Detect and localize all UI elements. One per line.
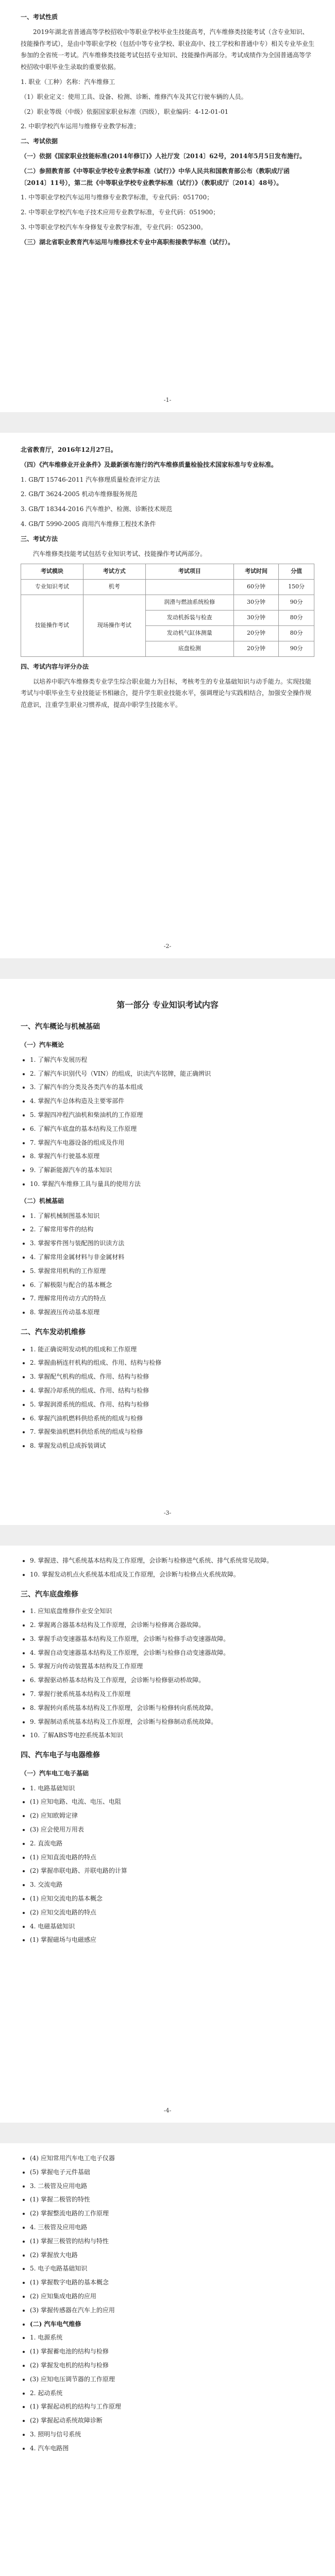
page-gap <box>0 412 335 433</box>
list <box>21 1344 314 1452</box>
subsection-heading: （一）汽车电工电子基础 <box>21 1769 89 1777</box>
list-item: • 4. 电磁基础知识 <box>30 1921 314 1933</box>
list-item: • 7. 掌握汽车电器设备的组成及作用 <box>30 1137 314 1149</box>
list <box>21 1210 314 1318</box>
list-item: • (1) 掌握磁场与电磁感应 <box>30 1934 314 1946</box>
list-item: • 2. 了解汽车识别代号（VIN）的组成，识读汽车铭牌，能正确辨识 <box>30 1068 314 1080</box>
page-gap <box>0 1525 335 1546</box>
list <box>21 1555 314 1581</box>
section-heading: 一、考试性质 <box>21 13 58 21</box>
list-item: • 6. 了解极限与配合的基本概念 <box>30 1279 314 1291</box>
list-item: • 6. 掌握驱动桥基本结构及工作原理，会诊断与检修驱动桥故障。 <box>30 1674 314 1686</box>
table-cell: 技能操作考试 <box>21 595 83 657</box>
paragraph: 2. 中等职业学校汽车电子技术应用专业教学标准，专业代码：051900； <box>21 209 220 216</box>
basis-heading: （四）《汽车维修业开业条件》及最新颁布施行的汽车维修质量检验技术国家标准与专业标准。 <box>21 461 278 468</box>
list-item: • 9. 掌握进、排气系统基本结构及工作原理，会诊断与检修进气系统、排气系统常见故障。 <box>30 1555 314 1567</box>
list <box>21 2153 314 2454</box>
table-cell: 20分钟 <box>233 625 278 641</box>
list-item: • 8. 掌握转向系统基本结构及工作原理，会诊断与检修转向系统故障。 <box>30 1702 314 1714</box>
paragraph: 1. GB/T 15746-2011 汽车修理质量检查评定方法 <box>21 476 160 483</box>
table-cell: 150分 <box>279 580 314 595</box>
table-cell: 发动机拆装与检查 <box>145 611 233 626</box>
page-number: -2- <box>163 943 172 950</box>
table-cell: 80分 <box>279 625 314 641</box>
paragraph: 2. 中职学校汽车运用与维修专业教学标准； <box>21 123 140 130</box>
part-title: 第一部分 专业知识考试内容 <box>116 1000 219 1010</box>
list-item: • (5) 掌握电子元件基础 <box>30 2166 314 2178</box>
table-cell: 专业知识考试 <box>21 580 83 595</box>
list-item: • (4) 应知常用汽车电工电子仪器 <box>30 2153 314 2164</box>
list-item: • 9. 掌握制动系统基本结构及工作原理，会诊断与检修制动系统故障。 <box>30 1716 314 1728</box>
list-item: • 10. 掌握汽车维修工具与量具的使用方法 <box>30 1178 314 1190</box>
table-cell: 机考 <box>83 580 145 595</box>
list-item: • 9. 了解新能源汽车的基本知识 <box>30 1164 314 1176</box>
list-item: • (2) 应知欧姆定律 <box>30 1810 314 1822</box>
list-item: • (1) 应知交流电的基本概念 <box>30 1893 314 1905</box>
list-item: • 6. 掌握汽油机燃料供给系统的组成与检修 <box>30 1413 314 1425</box>
paragraph: 2019年湖北省普通高等学校招收中等职业学校毕业生技能高考，汽车维修类技能考试（含专业知识、技能操作考试），是由中等职业学校（包括中等专业学校、职业高中、技工学校和普通中专）相关专业毕业生参加的全省统一考试。汽车维修类技能考试包括专业知识、技能操作两部分。考试成绩作为全国普通高等学校招收中职毕业生录取的重要依据。 <box>21 28 315 71</box>
table-cell: 90分 <box>279 595 314 611</box>
list-item: • 3. 掌握配气机构的组成、作用、结构与检修 <box>30 1371 314 1383</box>
list-item: • 5. 掌握常用机构的工作原理 <box>30 1265 314 1277</box>
list-item: • (1) 掌握数字电路的基本概念 <box>30 2277 314 2289</box>
section-heading: 三、汽车底盘维修 <box>21 1590 78 1599</box>
basis-heading: （一）依据《国家职业技能标准(2014年修订)》人社厅发〔2014〕62号，2014年5月5日发布施行。 <box>21 152 306 160</box>
list-item: • 1. 电路基础知识 <box>30 1783 314 1794</box>
list-item: • 3. 了解汽车的分类及各类汽车的基本组成 <box>30 1081 314 1093</box>
table-header: 考试时间 <box>233 564 278 580</box>
list-item: • 3. 交流电路 <box>30 1879 314 1891</box>
list-item: • 2. 直流电路 <box>30 1838 314 1850</box>
page-gap <box>0 958 335 979</box>
list-item: • (3) 应知电压调节器的工作原理 <box>30 2374 314 2385</box>
subsection-heading: （一）汽车概论 <box>21 1041 64 1048</box>
section-heading: 四、汽车电子与电器维修 <box>21 1751 100 1760</box>
table-cell: 30分钟 <box>233 611 278 626</box>
list-item: • 5. 掌握润滑系统的组成、作用、结构与检修 <box>30 1399 314 1411</box>
page-2 <box>0 433 335 958</box>
list-item: • 5. 掌握万向传动装置基本结构及工作原理 <box>30 1660 314 1672</box>
list-item: • (1) 应知电路、电流、电压、电阻 <box>30 1796 314 1808</box>
list-item: • (2) 掌握放大电路 <box>30 2249 314 2261</box>
basis-heading: （二）参照教育部《中等职业学校专业教学标准（试行）》中华人民共和国教育部公布（教职成厅函〔2014〕11号），第二批《中等职业学校专业教学标准（试行）》（教职成厅〔2014〕48号）。 <box>21 167 290 187</box>
list-item: • 10. 了解ABS等电控系统基本知识 <box>30 1730 314 1741</box>
table-row <box>21 595 314 611</box>
paragraph: 2. GB/T 3624-2005 机动车维修服务规范 <box>21 490 138 498</box>
list-item: • 2. 掌握离合器基本结构及工作原理，会诊断与检修离合器故障。 <box>30 1619 314 1631</box>
table-cell: 90分 <box>279 641 314 656</box>
page-gap <box>0 2123 335 2143</box>
list-item: • 2. 掌握曲柄连杆机构的组成、作用、结构与检修 <box>30 1357 314 1369</box>
list <box>21 1054 314 1190</box>
list-item: • (1) 掌握蓄电池的结构与检修 <box>30 2346 314 2358</box>
list-item: • 1. 应知底盘维修作业安全知识 <box>30 1605 314 1617</box>
list-item: • 4. 掌握自动变速器基本结构及工作原理，会诊断与检修自动变速器故障。 <box>30 1647 314 1659</box>
paragraph: （1）职业定义：使用工具、设备、检测、诊断、维修汽车及其它行驶车辆的人员。 <box>21 93 247 100</box>
list-item: • 4. 汽车电路图 <box>30 2443 314 2454</box>
list-item: • 1. 了解机械制图基本知识 <box>30 1210 314 1222</box>
list-item: • 3. 掌握零件图与装配图的识读方法 <box>30 1238 314 1249</box>
list-item: • (1) 掌握二极管的特性 <box>30 2194 314 2206</box>
list-item: • (2) 应知交流电路的特点 <box>30 1907 314 1919</box>
table-header: 考试模块 <box>21 564 83 580</box>
paragraph: 3. 中等职业学校汽车车身修复专业教学标准，专业代码：052300。 <box>21 223 207 231</box>
paragraph: 汽车维修类技能考试包括专业知识考试、技能操作考试两部分。 <box>33 550 207 557</box>
table-cell: 润滑与燃油系统检修 <box>145 595 233 611</box>
list-item: • (1) 应知直流电路的特点 <box>30 1852 314 1863</box>
section-heading: 二、考试依据 <box>21 138 58 145</box>
page-1 <box>0 0 335 412</box>
list-item: • 4. 掌握汽车总体构造及主要零部件 <box>30 1095 314 1107</box>
list-item: • 8. 掌握发动机总成拆装调试 <box>30 1440 314 1452</box>
page-5 <box>0 2143 335 2576</box>
list-item: • 3. 掌握手动变速器基本结构及工作原理，会诊断与检修手动变速器故障。 <box>30 1633 314 1645</box>
section-heading: 四、考试内容与评分办法 <box>21 663 89 670</box>
paragraph: 1. 中等职业学校汽车运用与维修专业教学标准，专业代码：051700； <box>21 194 213 201</box>
list-item: • 10. 掌握发动机点火系统基本组成及工作原理，会诊断与检修点火系统故障。 <box>30 1569 314 1581</box>
page-number: -4- <box>163 2107 172 2114</box>
list-item: • 7. 理解常用传动方式的特点 <box>30 1293 314 1304</box>
paragraph: （2）职业等级（中级）依据国家职业标准（四级），职业编码：4-12-01-01 <box>21 108 229 115</box>
table-header: 分值 <box>279 564 314 580</box>
list-item: • 1. 了解汽车发展历程 <box>30 1054 314 1066</box>
list <box>21 1605 314 1741</box>
section-heading: 三、考试方法 <box>21 535 58 543</box>
list-item: • 7. 掌握柴油机燃料供给系统的组成与检修 <box>30 1426 314 1438</box>
list-item: • 7. 掌握行驶系统基本结构及工作原理 <box>30 1688 314 1700</box>
paragraph: 以培养中职汽车维修类专业学生综合职业能力为目标，考核考生的专业基础知识与动手能力。实现技能考试与中职毕业生专业技能证书相融合，提升学生职业技能水平，强调理论与实践相结合，加强安全操作规范意识，注重学生职业习惯养成，提高中职学生技能水平。 <box>21 677 312 709</box>
list-item: • (2) 掌握发电机的结构与检修 <box>30 2360 314 2371</box>
list-item: • 5. 电子电路基础知识 <box>30 2263 314 2275</box>
list-item: • 3. 二极管及应用电路 <box>30 2180 314 2192</box>
list-item: • 1. 能正确说明发动机的组成和工作原理 <box>30 1344 314 1355</box>
table-cell: 80分 <box>279 611 314 626</box>
list-item: • 4. 了解常用金属材料与非金属材料 <box>30 1251 314 1263</box>
list-item: • (2) 掌握整流电路的工作原理 <box>30 2208 314 2219</box>
paragraph: 3. GB/T 18344-2016 汽车维护、检测、诊断技术规范 <box>21 505 173 513</box>
list <box>21 1783 314 1946</box>
list-item: • 4. 掌握冷却系统的组成、作用、结构与检修 <box>30 1385 314 1397</box>
list-item: • (2) 掌握串联电路、并联电路的计算 <box>30 1865 314 1877</box>
table-cell: 60分钟 <box>233 580 278 595</box>
table-header: 考试项目 <box>145 564 233 580</box>
list-item: • (1) 掌握三极管的结构与特性 <box>30 2235 314 2247</box>
list-item: • (2) 应知集成电路的应用 <box>30 2291 314 2302</box>
subsection-heading: （二）机械基础 <box>21 1197 64 1205</box>
table-row <box>21 580 314 595</box>
table-cell <box>145 580 233 595</box>
section-heading: 一、汽车概论与机械基础 <box>21 1023 100 1031</box>
paragraph: 4. GB/T 5990-2005 商用汽车维修工程技术条件 <box>21 520 156 528</box>
list-item: • (2) 掌握起动系统故障诊断 <box>30 2415 314 2427</box>
section-heading: 二、汽车发动机维修 <box>21 1328 86 1336</box>
list-item: • 1. 电源系统 <box>30 2332 314 2344</box>
page-3 <box>0 979 335 1525</box>
table-cell: 现场操作考试 <box>83 595 145 657</box>
list-item: • 8. 掌握汽车行驶基本原理 <box>30 1150 314 1162</box>
list-item: • (3) 应会使用万用表 <box>30 1824 314 1836</box>
list-item: • 8. 掌握液压传动基本原理 <box>30 1307 314 1318</box>
page-4 <box>0 1546 335 2123</box>
table-header: 考试方式 <box>83 564 145 580</box>
list-item: • 6. 了解汽车底盘的基本结构及工作原理 <box>30 1123 314 1135</box>
paragraph: 1. 职业（工种）名称：汽车维修工 <box>21 78 115 86</box>
list-item: • (1) 掌握起动机的结构与工作原理 <box>30 2401 314 2413</box>
list-item: • 4. 三极管及应用电路 <box>30 2222 314 2233</box>
list-item: • 3. 照明与信号系统 <box>30 2429 314 2441</box>
exam-table <box>21 564 314 656</box>
table-cell: 20分钟 <box>233 641 278 656</box>
list-item: • 2. 了解常用零件的结构 <box>30 1224 314 1235</box>
basis-heading: （三）湖北省职业教育汽车运用与维修技术专业中高职衔接教学标准（试行）。 <box>21 238 234 246</box>
page-number: -1- <box>163 397 172 403</box>
paragraph: 北省教育厅，2016年12月27日。 <box>21 446 117 453</box>
table-cell: 底盘检测 <box>145 641 233 656</box>
table-cell: 30分钟 <box>233 595 278 611</box>
list-item: • 5. 掌握四冲程汽油机和柴油机的工作原理 <box>30 1109 314 1121</box>
list-item: • (二) 汽车电气维修 <box>30 2318 314 2330</box>
table-cell: 发动机气缸体测量 <box>145 625 233 641</box>
page-number: -3- <box>163 1510 172 1516</box>
list-item: • 2. 起动系统 <box>30 2387 314 2399</box>
list-item: • (3) 掌握传感器在汽车上的应用 <box>30 2304 314 2316</box>
